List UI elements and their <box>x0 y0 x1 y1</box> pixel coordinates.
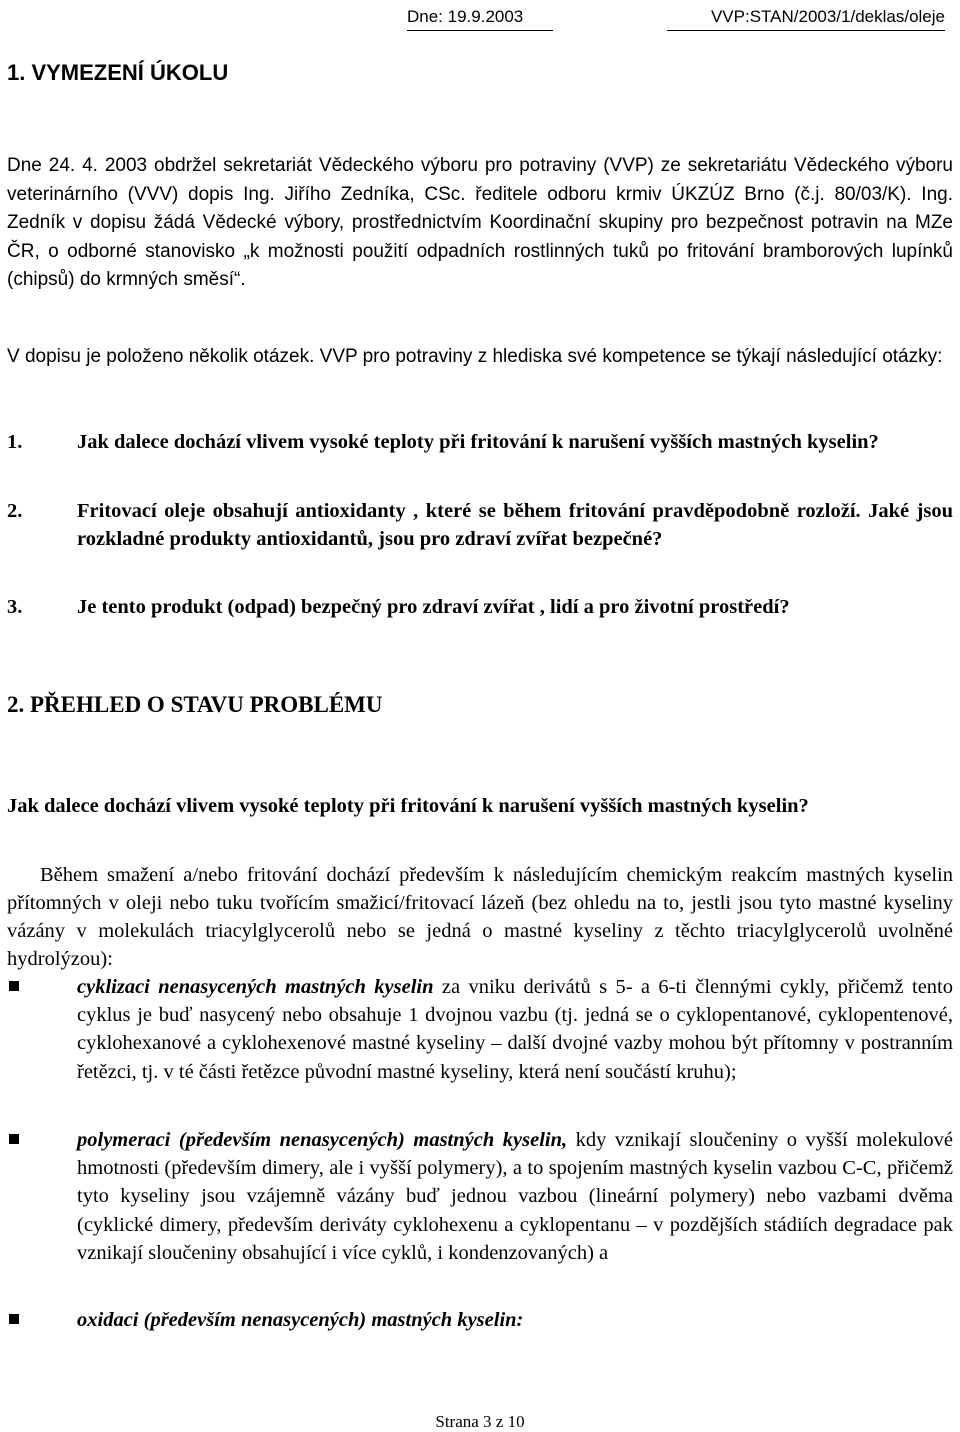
bullet-polymerization: polymeraci (především nenasycených) mastných kyselin, kdy vznikají sloučeniny o vyšší molekulové hmotnosti (především dimery, ale i vyšší polymery), a to spojením mastných kyselin vazbou C-C, přičemž tyto kyseliny jsou vzájemně vázány buď jednou vazbou (lineární polymery) nebo vazbami dvěma (cyklické dimery, především deriváty cyklohexenu a cyklopentanu – v pozdějších stádiích degradace pak vznikají sloučeniny obsahující i více cyklů, i kondenzovaných) a <box>7 1126 953 1267</box>
page-number: Strana 3 z 10 <box>435 1412 525 1431</box>
question-2: 2. Fritovací oleje obsahují antioxidanty , které se během fritování pravděpodobně rozloží. Jaké jsou rozkladné produkty antioxidantů, jsou pro zdraví zvířat bezpečné? <box>7 500 953 550</box>
bullet-cyclization: cyklizaci nenasycených mastných kyselin za vniku derivátů s 5- a 6-ti člennými cykly, přičemž tento cyklus je buď nasycený nebo obsahuje 1 dvojnou vazbu (tj. jedná se o cyklopentanové, cyklopentenové, cyklohexanové a cyklohexenové mastné kyseliny – další dvojné vazby mohou být přítomny v postranním řetězci, tj. v té části řetězce původní mastné kyseliny, která není součástí kruhu); <box>7 973 953 1086</box>
bullet-square-icon <box>9 1314 19 1324</box>
questions-intro: V dopisu je položeno několik otázek. VVP pro potraviny z hlediska své kompetence se týkají následující otázky: <box>7 346 943 367</box>
section2-paragraph: Během smažení a/nebo fritování dochází především k následujícím chemickým reakcím mastných kyselin přítomných v oleji nebo tuku tvořícím smažicí/fritovací lázeň (bez ohledu na to, jestli jsou tyto mastné kyseliny vázány v molekulách triacylglycerolů nebo se jedná o mastné kyseliny z těchto triacylglycerolů uvolněné hydrolýzou): <box>7 864 953 970</box>
header-date: Dne: 19.9.2003 <box>407 4 553 31</box>
bullet-square-icon <box>9 981 19 991</box>
header-reference: VVP:STAN/2003/1/deklas/oleje <box>667 4 945 31</box>
bullet-oxidation: oxidaci (především nenasycených) mastných kyselin: <box>7 1306 953 1334</box>
question-3: 3. Je tento produkt (odpad) bezpečný pro zdraví zvířat , lidí a pro životní prostředí? <box>7 596 790 618</box>
intro-paragraph: Dne 24. 4. 2003 obdržel sekretariát Vědeckého výboru pro potraviny (VVP) ze sekretariátu Vědeckého výboru veterinárního (VVV) dopis Ing. Jiřího Zedníka, CSc. ředitele odboru krmiv ÚKZÚZ Brno (č.j. 80/03/K). Ing. Zedník v dopisu žádá Vědecké výbory, prostřednictvím Koordinační skupiny pro bezpečnost potravin na MZe ČR, o odborné stanovisko „k možnosti použití odpadních rostlinných tuků po fritování bramborových lupínků (chipsů) do krmných směsí“. <box>7 155 953 290</box>
section2-title: 2. PŘEHLED O STAVU PROBLÉMU <box>7 692 383 717</box>
question-1: 1. Jak dalece dochází vlivem vysoké teploty při fritování k narušení vyšších mastných kyselin? <box>7 431 879 453</box>
bullet-square-icon <box>9 1134 19 1144</box>
section1-title: 1. VYMEZENÍ ÚKOLU <box>7 60 229 85</box>
section2-subheading: Jak dalece dochází vlivem vysoké teploty při fritování k narušení vyšších mastných kyselin? <box>7 795 809 817</box>
